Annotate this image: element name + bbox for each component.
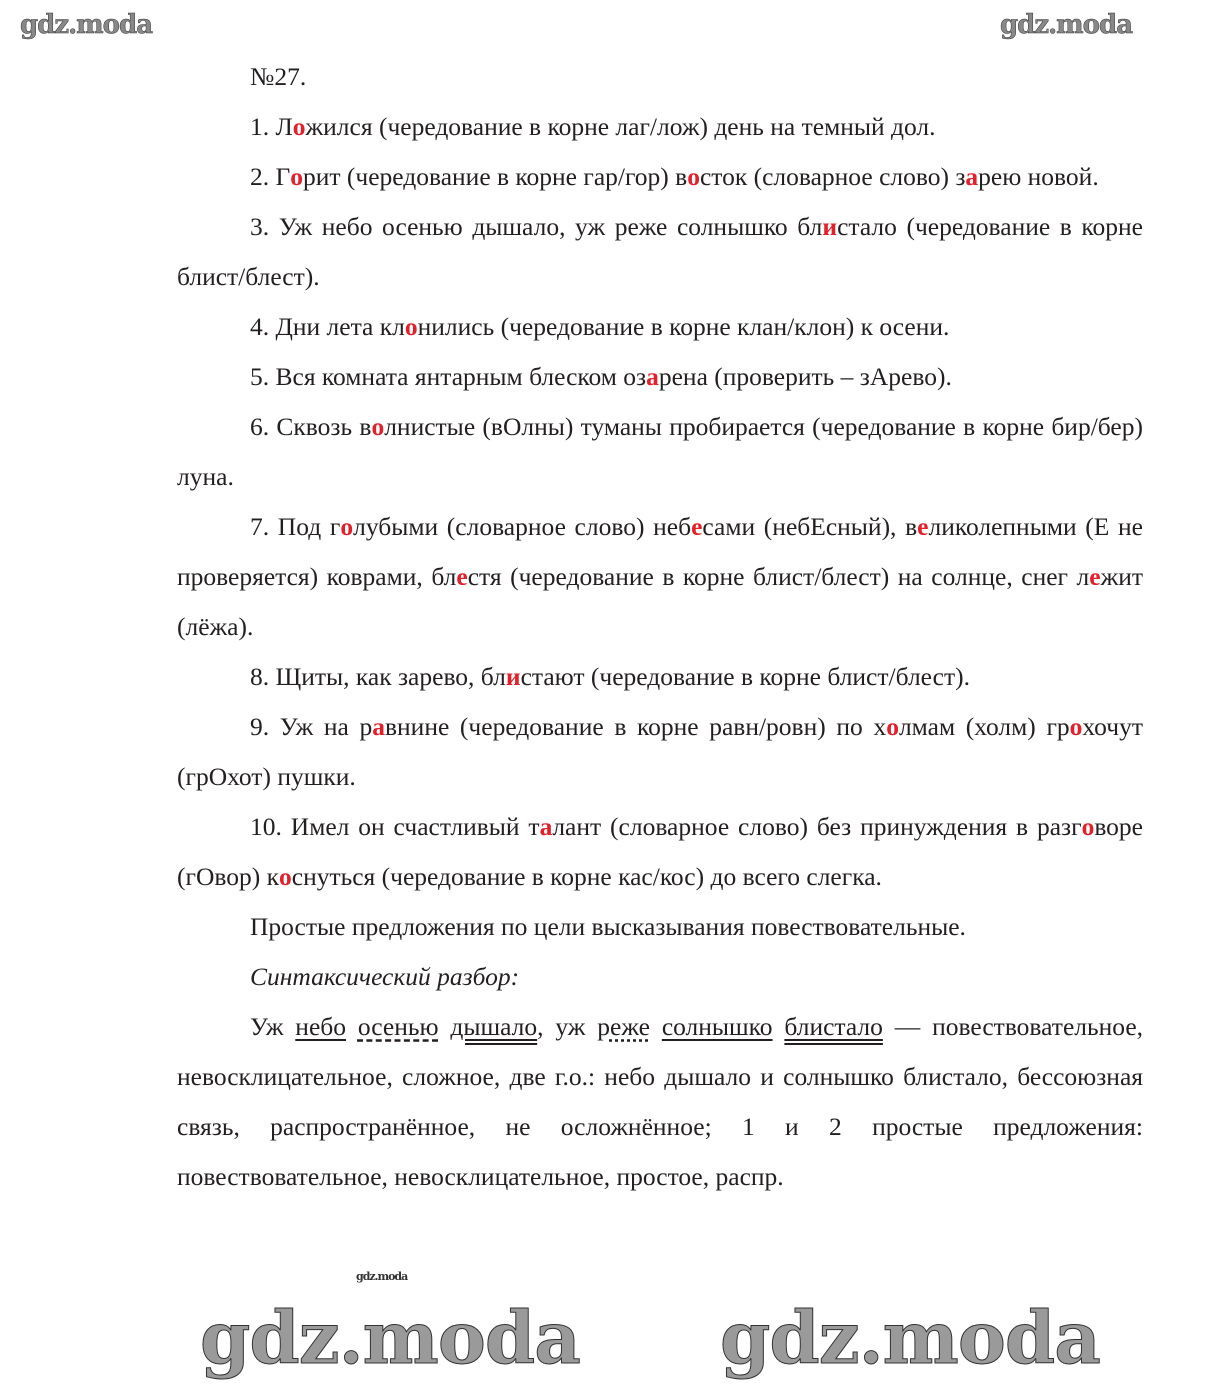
highlighted-letter: о <box>292 112 306 141</box>
exercise-item <box>177 352 1143 402</box>
underlined-word: реже <box>597 1012 650 1041</box>
text-segment: 8. Щиты, как зарево, бл <box>250 662 506 691</box>
text-segment: жит (лёжа). <box>177 562 1143 641</box>
underlined-word: осенью <box>357 1012 439 1041</box>
text-segment: воре (гОвор) к <box>177 812 1143 891</box>
highlighted-letter: о <box>687 162 700 191</box>
text-segment: рена (проверить – зАрево). <box>658 362 952 391</box>
highlighted-letter: о <box>886 712 899 741</box>
text-segment <box>773 1012 785 1041</box>
text-segment: 5. Вся комната янтарным блеском оз <box>250 362 647 391</box>
text-segment: снуться (чередование в корне кас/кос) до всего слегка. <box>291 862 882 891</box>
watermark-logo: gdz.moda <box>200 1295 580 1380</box>
syntax-analysis <box>177 1002 1143 1202</box>
text-segment: — повествовательное, невосклицательное, сложное, две г.о.: небо дышало и солнышко блистало, бессоюзная связь, распространённое, не осложнённое; 1 и 2 простые предложения: повествовательное, невосклицательное, простое, распр. <box>177 1012 1144 1191</box>
text-segment <box>650 1012 662 1041</box>
exercise-item <box>177 152 1143 202</box>
text-segment: Уж <box>250 1012 296 1041</box>
highlighted-letter: о <box>1069 712 1083 741</box>
text-segment: стя (чередование в корне блист/блест) на солнце, снег л <box>467 562 1090 591</box>
highlighted-letter: о <box>404 312 418 341</box>
syntax-heading: Синтаксический разбор: <box>250 962 520 991</box>
exercise-item <box>177 902 1143 952</box>
highlighted-letter: о <box>290 162 303 191</box>
text-segment: 10. Имел он счастливый т <box>250 812 540 841</box>
text-segment: 7. Под г <box>250 512 341 541</box>
text-segment: сами (небЕсный), в <box>702 512 918 541</box>
exercise-item <box>177 202 1143 302</box>
text-segment: внине (чередование в корне равн/ровн) по х <box>384 712 887 741</box>
exercise-item <box>177 402 1143 502</box>
text-segment: сток (словарное слово) з <box>699 162 966 191</box>
highlighted-letter: и <box>822 212 838 241</box>
text-segment <box>439 1012 451 1041</box>
text-segment: лант (словарное слово) без принуждения в разг <box>552 812 1082 841</box>
exercise-item <box>177 102 1143 152</box>
text-segment: 9. Уж на р <box>250 712 373 741</box>
highlighted-letter: а <box>646 362 659 391</box>
text-segment: стают (чередование в корне блист/блест). <box>520 662 970 691</box>
watermark-tiny: gdz.moda <box>356 1270 408 1283</box>
underlined-word: блистало <box>784 1012 883 1041</box>
text-segment: нились (чередование в корне клан/клон) к осени. <box>417 312 950 341</box>
text-segment: 2. Г <box>250 162 291 191</box>
highlighted-letter: а <box>372 712 385 741</box>
highlighted-letter: о <box>340 512 354 541</box>
exercise-item <box>177 802 1143 902</box>
exercise-number: №27. <box>250 62 307 91</box>
highlighted-letter: о <box>279 862 292 891</box>
highlighted-letter: е <box>456 562 468 591</box>
text-segment <box>346 1012 358 1041</box>
text-segment: 1. Л <box>250 112 293 141</box>
text-segment: лмам (холм) гр <box>898 712 1070 741</box>
highlighted-letter: е <box>691 512 703 541</box>
text-segment: ликолепными (Е не проверяется) коврами, бл <box>177 512 1143 591</box>
highlighted-letter: о <box>1081 812 1095 841</box>
text-segment: Простые предложения по цели высказывания повествовательные. <box>250 912 966 941</box>
text-segment: , уж <box>537 1012 598 1041</box>
highlighted-letter: и <box>505 662 521 691</box>
exercise-paragraphs <box>177 102 1143 952</box>
document-page <box>177 52 1143 1202</box>
text-segment: жился (чередование в корне лаг/лож) день на темный дол. <box>305 112 936 141</box>
underlined-word: дышало <box>450 1012 538 1041</box>
text-segment: стало (чередование в корне блист/блест). <box>177 212 1143 291</box>
text-segment: 6. Сквозь в <box>250 412 372 441</box>
watermark-logo: gdz.moda <box>720 1295 1100 1380</box>
text-segment: рею новой. <box>978 162 1099 191</box>
underlined-word: солнышко <box>661 1012 773 1041</box>
watermark-small: gdz.moda <box>1000 10 1133 40</box>
exercise-item <box>177 302 1143 352</box>
highlighted-letter: а <box>965 162 979 191</box>
watermark-small: gdz.moda <box>20 10 153 40</box>
exercise-item <box>177 702 1143 802</box>
highlighted-letter: а <box>539 812 553 841</box>
highlighted-letter: е <box>1089 562 1101 591</box>
underlined-word: небо <box>295 1012 346 1041</box>
text-segment: лнистые (вОлны) туманы пробирается (чередование в корне бир/бер) луна. <box>177 412 1143 491</box>
highlighted-letter: о <box>371 412 385 441</box>
text-segment: рит (чередование в корне гар/гор) в <box>303 162 688 191</box>
exercise-item <box>177 652 1143 702</box>
exercise-item <box>177 502 1143 652</box>
text-segment: 3. Уж небо осенью дышало, уж реже солнышко бл <box>250 212 823 241</box>
text-segment: хочут (грОхот) пушки. <box>177 712 1143 791</box>
text-segment: 4. Дни лета кл <box>250 312 405 341</box>
highlighted-letter: е <box>917 512 929 541</box>
text-segment: лубыми (словарное слово) неб <box>353 512 692 541</box>
